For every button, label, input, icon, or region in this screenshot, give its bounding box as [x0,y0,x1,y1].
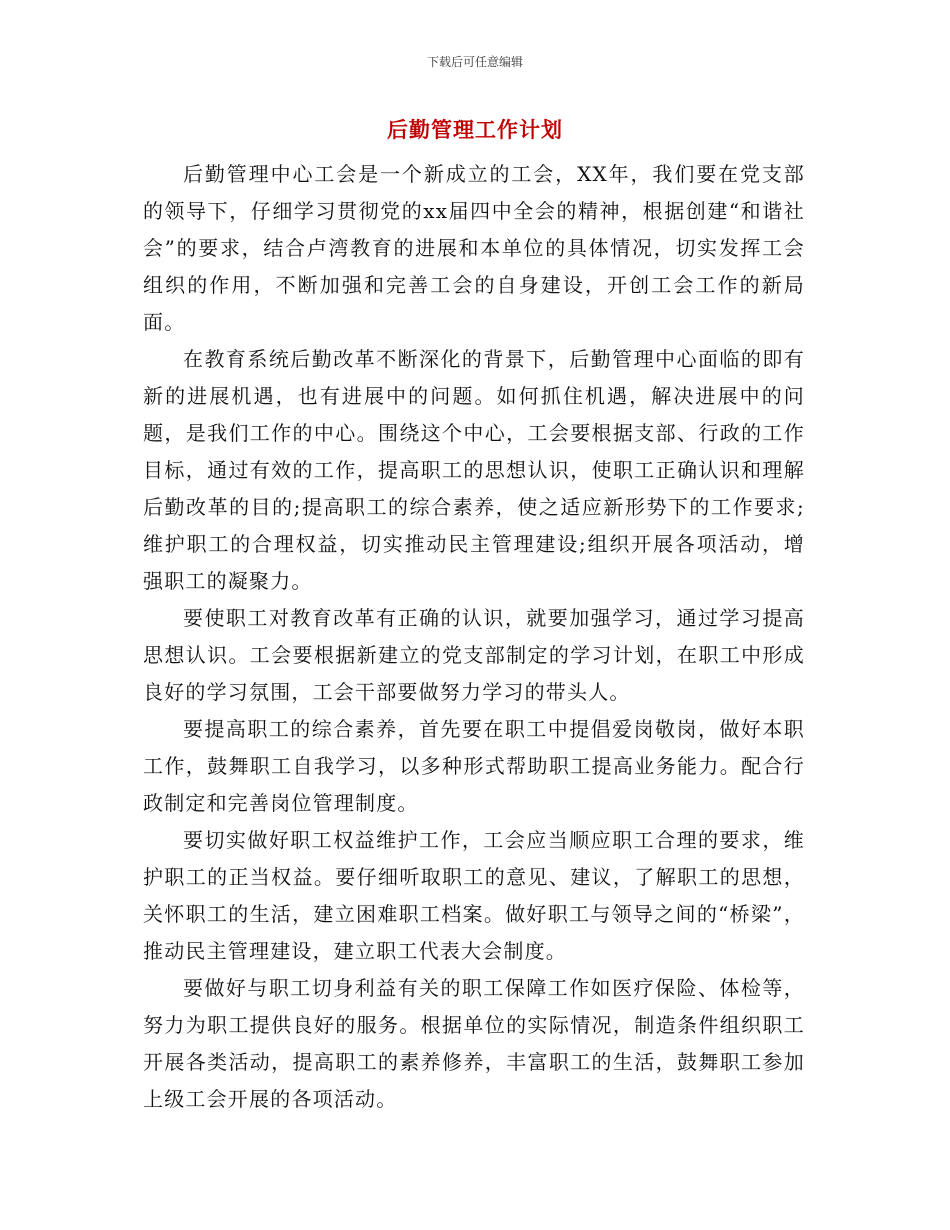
document-title: 后勤管理工作计划 [387,117,563,142]
paragraph-4: 要提高职工的综合素养，首先要在职工中提倡爱岗敬岗，做好本职工作，鼓舞职工自我学习，以多种形式帮助职工提高业务能力。配合行政制定和完善岗位管理制度。 [143,717,805,815]
paragraph-2: 在教育系统后勤改革不断深化的背景下，后勤管理中心面临的即有新的进展机遇，也有进展中的问题。如何抓住机遇，解决进展中的问题，是我们工作的中心。围绕这个中心，工会要根据支部、行政的工作目标，通过有效的工作，提高职工的思想认识，使职工正确认识和理解后勤改革的目的;提高职工的综合素养，使之适应新形势下的工作要求;维护职工的合理权益，切实推动民主管理建设;组织开展各项活动，增强职工的凝聚力。 [143,347,805,593]
paragraph-6: 要做好与职工切身利益有关的职工保障工作如医疗保险、体检等，努力为职工提供良好的服务。根据单位的实际情况，制造条件组织职工开展各类活动，提高职工的素养修养，丰富职工的生活，鼓舞职工参加上级工会开展的各项活动。 [143,976,805,1111]
document-body [143,156,805,1118]
paragraph-5: 要切实做好职工权益维护工作，工会应当顺应职工合理的要求，维护职工的正当权益。要仔细听取职工的意见、建议，了解职工的思想，关怀职工的生活，建立困难职工档案。做好职工与领导之间的“桥梁”，推动民主管理建设，建立职工代表大会制度。 [143,828,805,963]
page-header-note: 下载后可任意编辑 [426,55,523,69]
paragraph-3: 要使职工对教育改革有正确的认识，就要加强学习，通过学习提高思想认识。工会要根据新建立的党支部制定的学习计划，在职工中形成良好的学习氛围，工会干部要做努力学习的带头人。 [143,606,805,704]
paragraph-1: 后勤管理中心工会是一个新成立的工会，XX年，我们要在党支部的领导下，仔细学习贯彻党的xx届四中全会的精神，根据创建“和谐社会”的要求，结合卢湾教育的进展和本单位的具体情况，切实发挥工会组织的作用，不断加强和完善工会的自身建设，开创工会工作的新局面。 [143,162,805,334]
